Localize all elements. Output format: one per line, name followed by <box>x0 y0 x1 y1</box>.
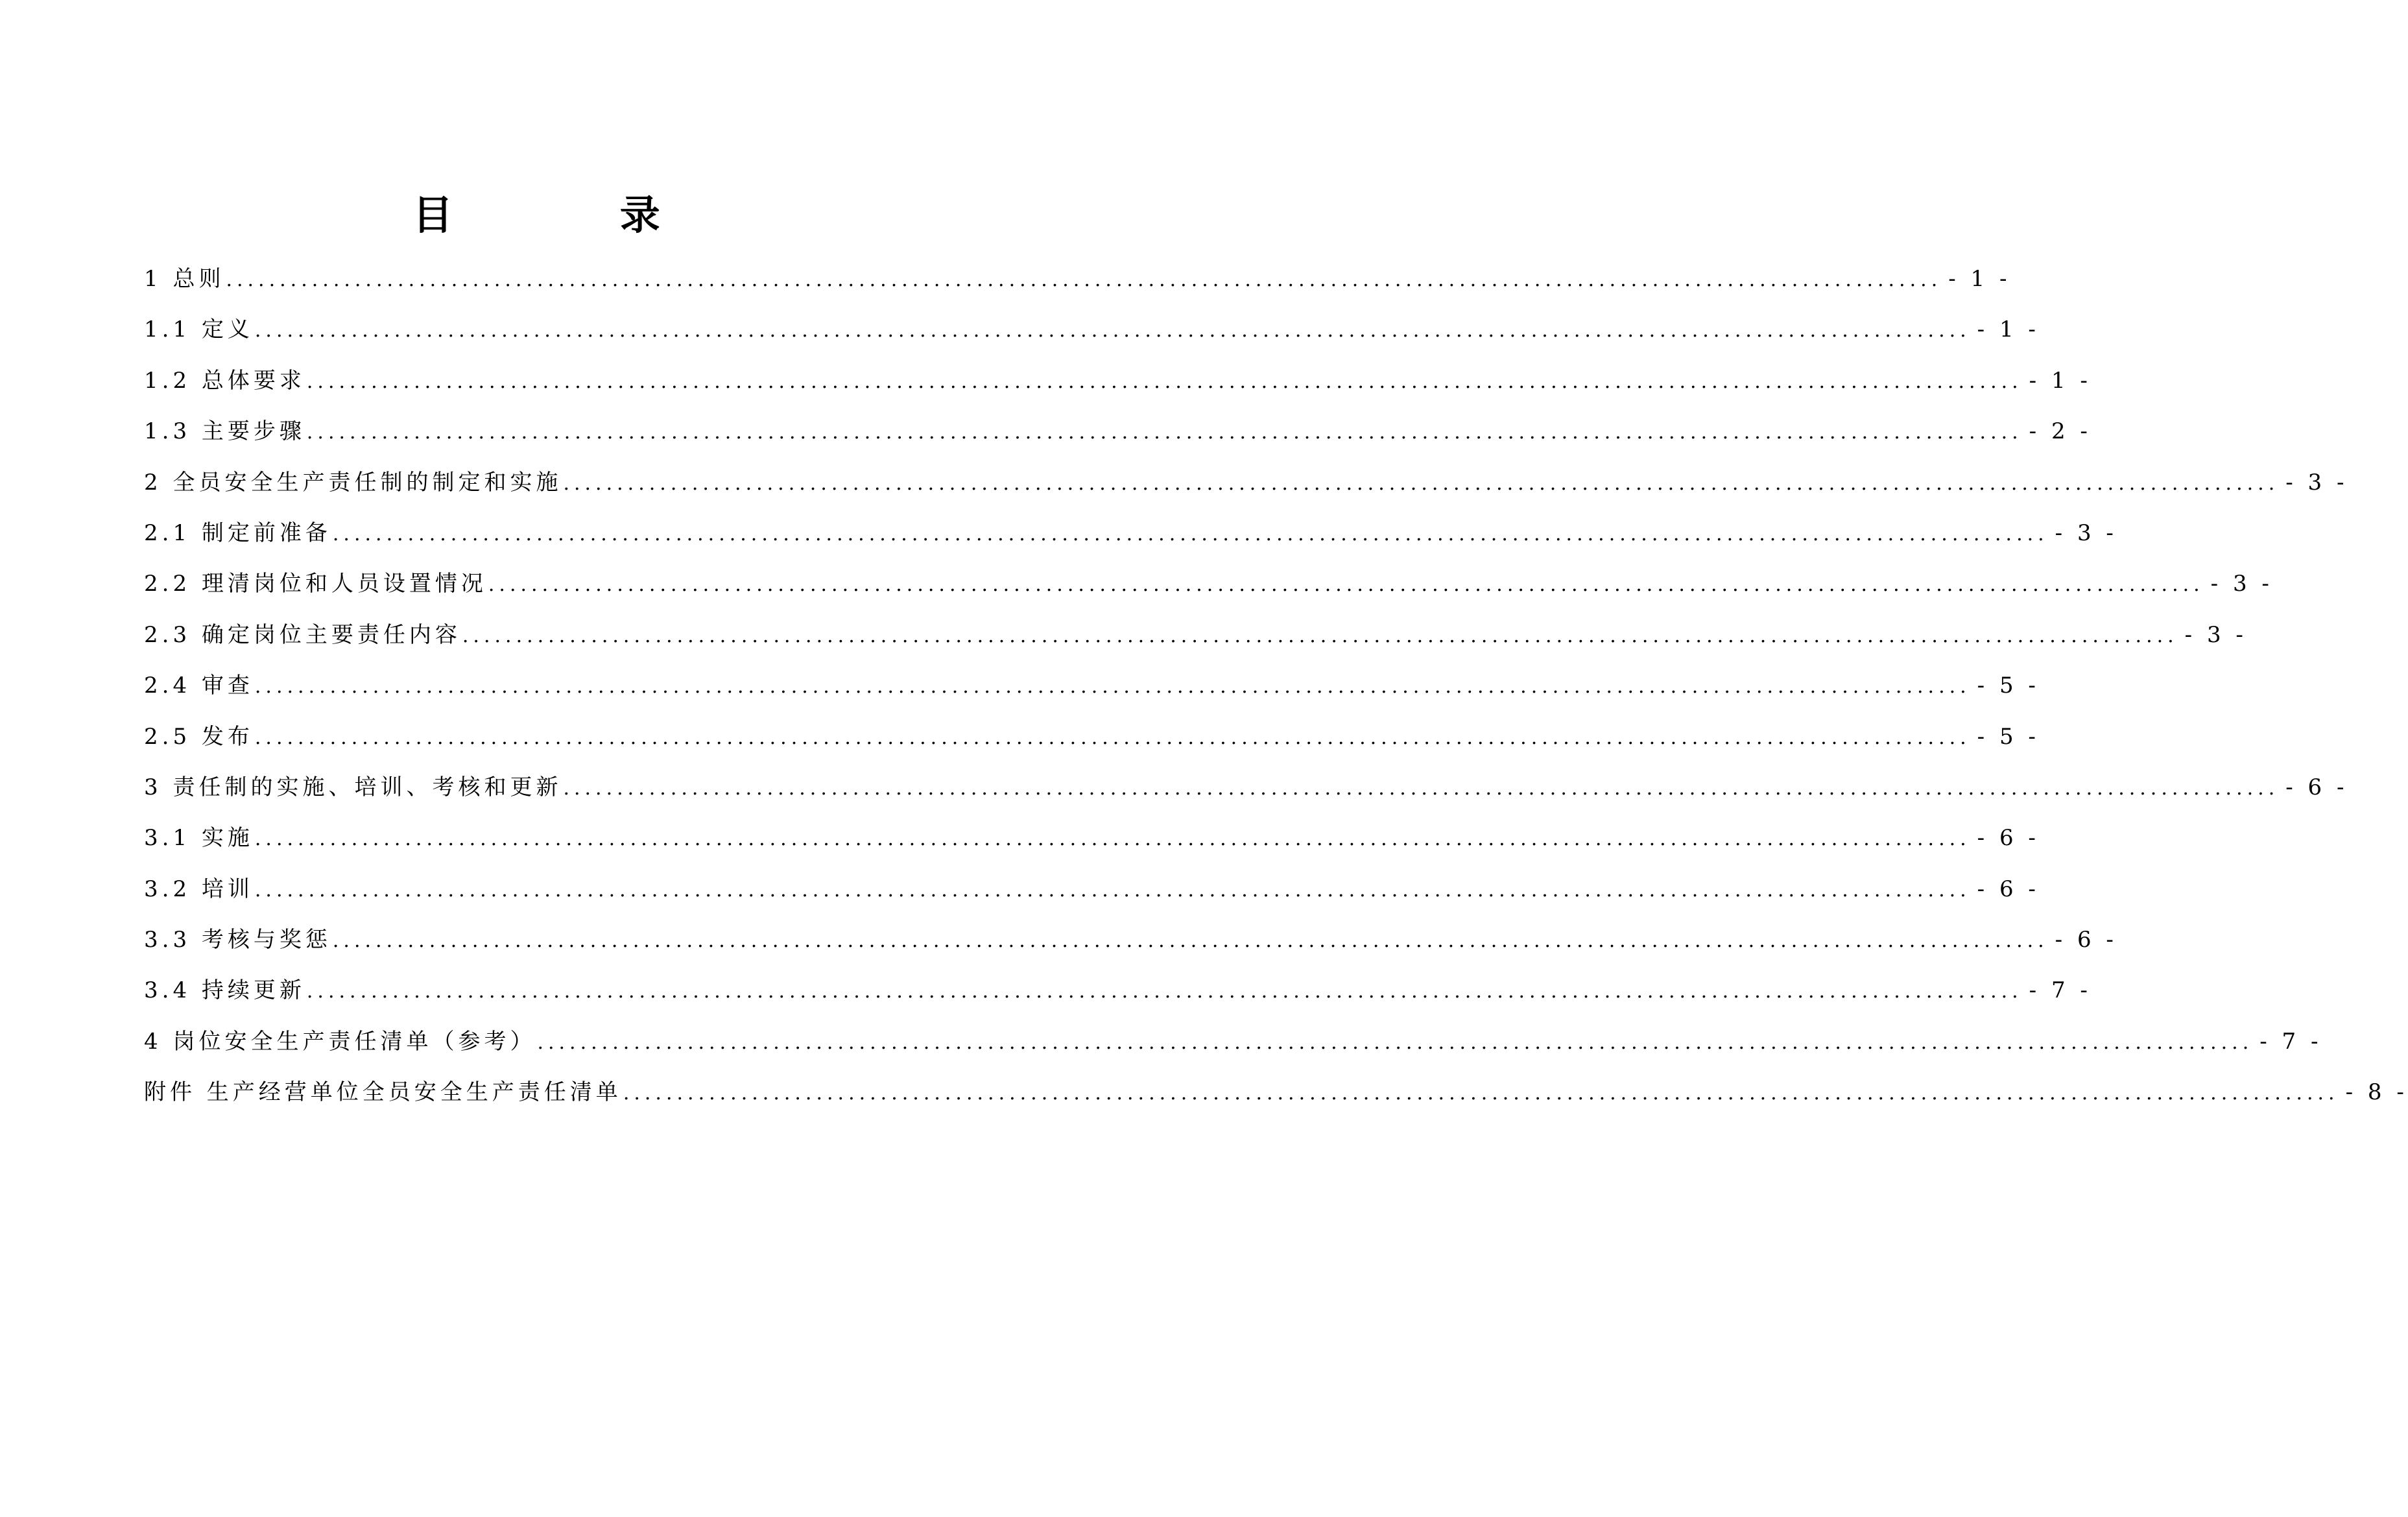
toc-entry-page: - 3 - <box>2055 520 2117 546</box>
toc-dot-leader: ................................................................................................................................................................ <box>306 980 2023 1003</box>
toc-entry-page: - 3 - <box>2184 621 2247 648</box>
toc-entry-label: 2.1 制定前准备 <box>144 520 331 546</box>
toc-entry-label: 2.3 确定岗位主要责任内容 <box>144 621 461 648</box>
toc-entry-page: - 3 - <box>2285 469 2348 496</box>
toc-entry[interactable] <box>144 514 2117 564</box>
toc-entry-page: - 2 - <box>2029 418 2092 445</box>
toc-entry-page: - 3 - <box>2210 571 2273 597</box>
toc-entry-page: - 1 - <box>1948 266 2011 292</box>
toc-entry[interactable] <box>144 971 2092 1021</box>
toc-dot-leader: ................................................................................................................................................................ <box>306 370 2023 393</box>
toc-entry[interactable] <box>144 564 2273 615</box>
toc-entry-page: - 6 - <box>2055 927 2117 953</box>
toc-dot-leader: ................................................................................................................................................................ <box>563 472 2280 495</box>
toc-dot-leader: ................................................................................................................................................................ <box>462 624 2178 647</box>
toc-entry-page: - 6 - <box>1977 825 2040 852</box>
toc-dot-leader: ................................................................................................................................................................ <box>254 828 1971 851</box>
toc-entry[interactable] <box>144 463 2348 514</box>
toc-dot-leader: ................................................................................................................................................................ <box>254 319 1971 342</box>
toc-entry-label: 3.2 培训 <box>144 876 254 902</box>
toc-entry[interactable] <box>144 717 2040 768</box>
toc-entry-label: 2.2 理清岗位和人员设置情况 <box>144 571 487 597</box>
toc-entry-label: 1 总则 <box>144 266 225 292</box>
toc-entry-page: - 6 - <box>2285 774 2348 800</box>
toc-entry[interactable] <box>144 818 2040 869</box>
toc-entry-label: 3.1 实施 <box>144 825 254 852</box>
toc-entry[interactable] <box>144 615 2247 666</box>
toc-entry-page: - 7 - <box>2029 977 2092 1004</box>
toc-dot-leader: ................................................................................................................................................................ <box>226 269 1942 291</box>
toc-entry-label: 1.1 定义 <box>144 317 254 343</box>
toc-entry[interactable] <box>144 920 2117 971</box>
toc-entry-label: 3.3 考核与奖惩 <box>144 927 331 953</box>
toc-title: 目 录 <box>412 191 737 239</box>
toc-entry-label: 2.4 审查 <box>144 673 254 699</box>
toc-entry[interactable] <box>144 412 2092 462</box>
toc-dot-leader: ................................................................................................................................................................ <box>332 929 2049 953</box>
toc-dot-leader: ................................................................................................................................................................ <box>623 1082 2339 1105</box>
toc-entry-page: - 5 - <box>1977 723 2040 750</box>
toc-dot-leader: ................................................................................................................................................................ <box>563 776 2280 800</box>
toc-entry[interactable] <box>144 310 2040 361</box>
toc-entry-label: 3.4 持续更新 <box>144 977 305 1004</box>
toc-entry-label: 3 责任制的实施、培训、考核和更新 <box>144 774 562 800</box>
toc-entry-page: - 6 - <box>1977 876 2040 902</box>
toc-entry-page: - 1 - <box>1977 317 2040 343</box>
toc-entry[interactable] <box>144 870 2040 920</box>
toc-entry[interactable] <box>144 361 2092 412</box>
toc-entry-label: 4 岗位安全生产责任清单（参考） <box>144 1028 536 1055</box>
toc-dot-leader: ................................................................................................................................................................ <box>488 573 2204 597</box>
toc-entry[interactable] <box>144 768 2348 818</box>
toc-entry-label: 2.5 发布 <box>144 723 254 750</box>
toc-entry-label: 附件 生产经营单位全员安全生产责任清单 <box>144 1079 622 1106</box>
toc-dot-leader: ................................................................................................................................................................ <box>306 421 2023 444</box>
toc-dot-leader: ................................................................................................................................................................ <box>537 1031 2254 1054</box>
toc-dot-leader: ................................................................................................................................................................ <box>254 675 1971 699</box>
toc-entry-label: 2 全员安全生产责任制的制定和实施 <box>144 469 562 496</box>
toc-entry-page: - 5 - <box>1977 673 2040 699</box>
toc-entry-page: - 1 - <box>2029 367 2092 394</box>
toc-entry-page: - 8 - <box>2345 1079 2408 1106</box>
toc-entry[interactable] <box>144 666 2040 717</box>
toc-entry[interactable] <box>144 1022 2322 1073</box>
toc-entry[interactable] <box>144 259 2011 310</box>
toc-entry-label: 1.3 主要步骤 <box>144 418 305 445</box>
toc-entry-page: - 7 - <box>2259 1028 2322 1055</box>
toc-entry-label: 1.2 总体要求 <box>144 367 305 394</box>
toc-dot-leader: ................................................................................................................................................................ <box>332 522 2049 545</box>
toc-entry[interactable] <box>144 1073 2408 1123</box>
toc-list <box>144 259 2408 1124</box>
toc-dot-leader: ................................................................................................................................................................ <box>254 878 1971 902</box>
toc-dot-leader: ................................................................................................................................................................ <box>254 726 1971 749</box>
